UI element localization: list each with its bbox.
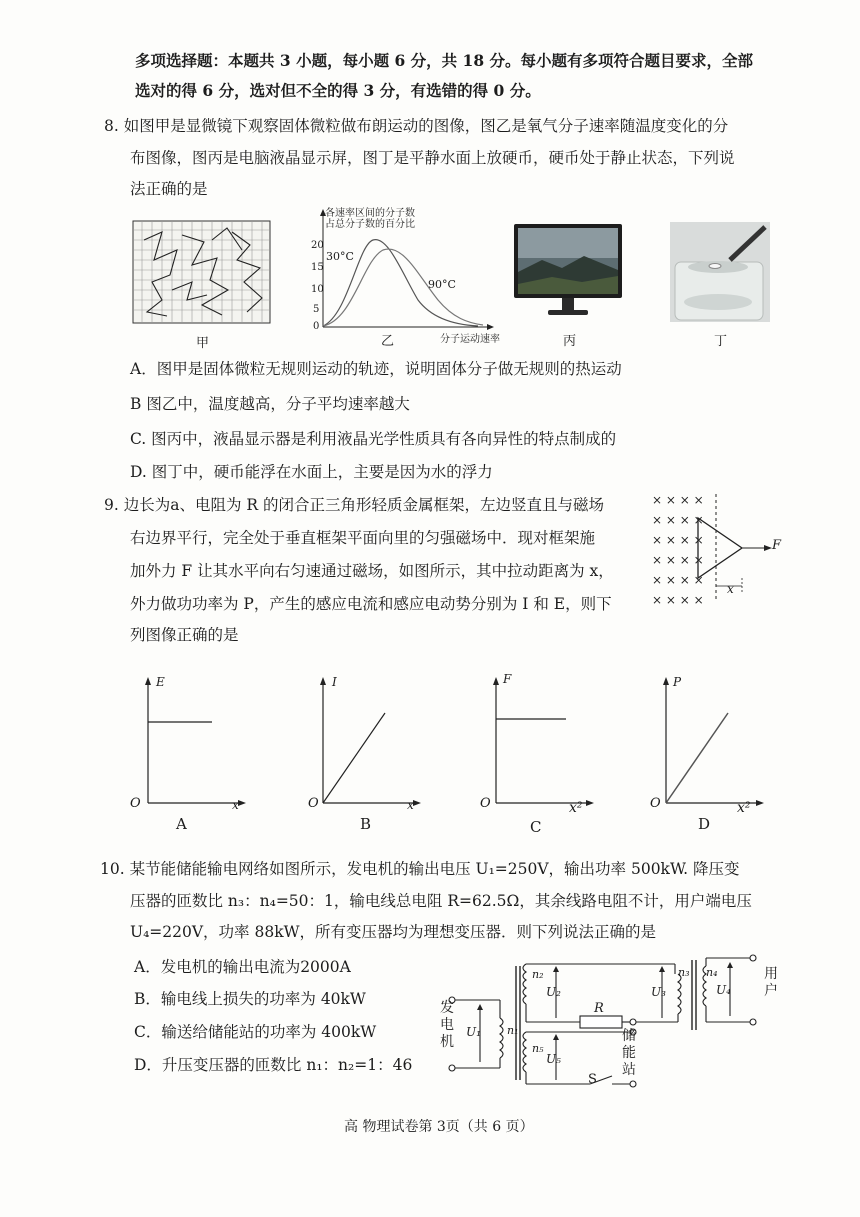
page-footer: 高 物理试卷第 3页（共 6 页） [344,1119,534,1135]
transmission-circuit-diagram [440,950,780,1090]
generator-char-2: 电 [440,1017,454,1033]
force-label: F [772,538,782,553]
tick-20: 20 [311,240,324,251]
resistor-label: R [594,1001,604,1016]
chart-ylabel-line1: 各速率区间的分子数 [325,208,415,219]
q8-stem-line2: 布图像，图丙是电脑液晶显示屏，图丁是平静水面上放硬币，硬币处于静止状态，下列说 [130,149,735,167]
station-label [622,1028,638,1079]
n2-label: n₂ [532,968,544,981]
q8-option-a: A．图甲是固体微粒无规则运动的轨迹，说明固体分子做无规则的热运动 [130,360,622,378]
graph-a-ylabel: E [156,675,165,689]
chart-xlabel: 分子运动速率 [440,334,500,345]
caption-jia: 甲 [196,336,210,351]
q10-option-a: A．发电机的输出电流为2000A [134,958,351,976]
coin-on-water-figure [670,222,770,322]
caption-ding: 丁 [714,334,728,349]
n3-label: n₃ [678,966,690,979]
graph-c-xlabel: x² [569,800,583,816]
u5-label: U₅ [546,1052,561,1066]
tick-0: 0 [313,321,320,332]
graph-c-caption: C [530,818,542,836]
u1-label: U₁ [466,1025,481,1039]
graph-b-curve [323,713,385,803]
brownian-motion-figure [132,220,272,325]
u3-label: U₃ [651,985,666,999]
graph-d [658,675,768,810]
user-char-2: 户 [764,983,778,999]
q9-stem-line4: 外力做功功率为 P，产生的感应电流和感应电动势分别为 I 和 E，则下 [130,595,612,613]
station-char-2: 能 [622,1045,636,1061]
graph-a [140,675,250,810]
q10-option-b: B．输电线上损失的功率为 40kW [134,990,366,1008]
graph-b-ylabel: I [332,675,337,689]
n1-label: n₁ [507,1024,519,1037]
n5-label: n₅ [532,1042,544,1055]
caption-bing: 丙 [563,334,577,349]
switch-label: S [588,1072,597,1087]
graph-b-origin: O [308,796,319,811]
graph-d-curve [666,713,728,803]
section-intro-line2: 选对的得 6 分，选对但不全的得 3 分，有选错的得 0 分。 [135,81,541,100]
graph-a-xlabel: x [232,798,239,812]
generator-label [440,1000,456,1051]
graph-c-ylabel: F [503,672,512,686]
user-label [764,966,780,1000]
generator-char-3: 机 [440,1034,454,1050]
n4-label: n₄ [706,966,718,979]
graph-d-origin: O [650,796,661,811]
svg-text:× × × ×: × × × × [652,513,704,527]
svg-text:× × × ×: × × × × [652,553,704,567]
graph-b-caption: B [360,815,372,833]
user-char-1: 用 [764,966,778,982]
svg-text:× × × ×: × × × × [652,493,704,507]
tick-15: 15 [311,262,324,273]
graph-b [315,675,425,810]
graph-a-caption: A [176,815,187,833]
coin-icon [709,264,721,269]
station-char-1: 储 [622,1028,636,1044]
q10-stem-line2: 压器的匝数比 n₃：n₄=50：1，输电线总电阻 R=62.5Ω，其余线路电阻不计，用户端电压 [130,892,752,910]
q8-option-c: C. 图丙中，液晶显示器是利用液晶光学性质具有各向异性的特点制成的 [130,430,617,448]
section-intro-line1: 多项选择题：本题共 3 小题，每小题 6 分，共 18 分。每小题有多项符合题目要求，全部 [135,51,754,70]
q8-stem-line3: 法正确的是 [130,180,208,198]
u4-label: U₄ [716,983,731,997]
q8-option-b: B 图乙中，温度越高，分子平均速率越大 [130,395,410,413]
svg-text:× × × ×: × × × × [652,533,704,547]
tick-5: 5 [313,304,320,315]
graph-d-xlabel: x² [737,800,751,816]
chart-ylabel-line2: 占总分子数的百分比 [325,219,415,230]
q9-stem-line1: 9. 边长为a、电阻为 R 的闭合正三角形轻质金属框架，左边竖直且与磁场 [104,496,604,514]
distance-label: x [727,582,734,596]
tick-10: 10 [311,284,324,295]
station-char-3: 站 [622,1062,636,1078]
graph-a-origin: O [130,796,141,811]
lcd-monitor-figure [512,222,624,322]
u2-label: U₂ [546,985,561,999]
caption-yi: 乙 [381,334,395,349]
q10-option-c: C．输送给储能站的功率为 400kW [134,1023,377,1041]
q8-option-d: D. 图丁中，硬币能浮在水面上，主要是因为水的浮力 [130,463,493,481]
q10-stem-line3: U₄=220V，功率 88kW，所有变压器均为理想变压器．则下列说法正确的是 [130,923,657,941]
graph-d-ylabel: P [673,675,682,689]
q10-stem-line1: 10. 某节能储能输电网络如图所示，发电机的输出电压 U₁=250V，输出功率 500kW. 降压变 [100,860,740,878]
graph-c-origin: O [480,796,491,811]
graph-b-xlabel: x [407,798,414,812]
q8-stem-line1: 8. 如图甲是显微镜下观察固体微粒做布朗运动的图像，图乙是氧气分子速率随温度变化的分 [104,117,729,135]
svg-text:× × × ×: × × × × [652,573,704,587]
graph-c [488,675,598,810]
legend-90c: 90°C [428,278,456,291]
legend-30c: 30°C [326,250,354,263]
generator-char-1: 发 [440,1000,454,1016]
q9-stem-line2: 右边界平行，完全处于垂直框架平面向里的匀强磁场中．现对框架施 [130,529,596,547]
graph-d-caption: D [698,815,711,833]
q10-option-d: D．升压变压器的匝数比 n₁：n₂=1：46 [134,1056,413,1074]
triangle-frame [698,518,742,578]
q9-stem-line3: 加外力 F 让其水平向右匀速通过磁场，如图所示，其中拉动距离为 x， [130,562,614,580]
svg-text:× × × ×: × × × × [652,593,704,605]
q9-stem-line5: 列图像正确的是 [130,626,239,644]
